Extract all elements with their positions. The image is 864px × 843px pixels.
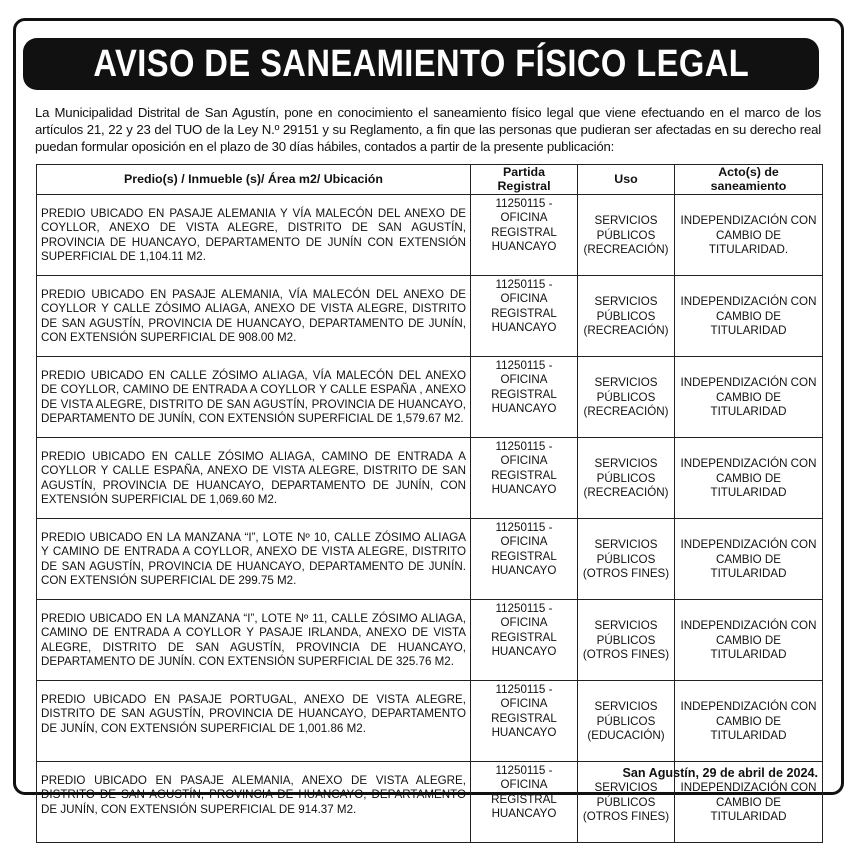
properties-table (36, 164, 823, 843)
cell-partida: 11250115 -OFICINA REGISTRAL HUANCAYO (471, 356, 578, 437)
cell-predio: PREDIO UBICADO EN PASAJE ALEMANIA Y VÍA MALECÓN DEL ANEXO DE COYLLOR, ANEXO DE VISTA ALEGRE, DISTRITO DE SAN AGUSTÍN, PROVINCIA DE HUANCAYO, DEPARTAMENTO DE JUNÍN CON EXTENSIÓN SUPERFICIAL DE 1,104.11 M2. (37, 194, 471, 275)
header-acto: Acto(s) de saneamiento (675, 165, 823, 195)
table-row (37, 275, 823, 356)
cell-predio: PREDIO UBICADO EN PASAJE ALEMANIA, VÍA MALECÓN DEL ANEXO DE COYLLOR Y CALLE ZÓSIMO ALIAGA, ANEXO DE VISTA ALEGRE, DISTRITO DE SAN AGUSTÍN, PROVINCIA DE HUANCAYO, DEPARTAMENTO DE JUNÍN, CON EXTENSIÓN SUPERFICIAL DE 908.00 M2. (37, 275, 471, 356)
header-partida: Partida Registral (471, 165, 578, 195)
intro-paragraph: La Municipalidad Distrital de San Agustín, pone en conocimiento el saneamiento físico legal que viene efectuando en el marco de los artículos 21, 22 y 23 del TUO de la Ley N.º 29151 y su Reglamento, a fin que las personas que pudieran ser afectadas en su derecho real puedan formular oposición en el plazo de 30 días hábiles, contados a partir de la presente publicación: (35, 105, 821, 154)
cell-acto: INDEPENDIZACIÓN CON CAMBIO DE TITULARIDAD (675, 680, 823, 761)
cell-predio: PREDIO UBICADO EN CALLE ZÓSIMO ALIAGA, CAMINO DE ENTRADA A COYLLOR Y CALLE ESPAÑA, ANEXO DE VISTA ALEGRE, DISTRITO DE SAN AGUSTÍN, PROVINCIA DE HUANCAYO, DEPARTAMENTO DE JUNÍN, CON EXTENSIÓN SUPERFICIAL DE 1,069.60 M2. (37, 437, 471, 518)
table-row (37, 437, 823, 518)
cell-partida: 11250115 -OFICINA REGISTRAL HUANCAYO (471, 275, 578, 356)
cell-partida: 11250115 -OFICINA REGISTRAL HUANCAYO (471, 599, 578, 680)
cell-predio: PREDIO UBICADO EN LA MANZANA “I”, LOTE Nº 11, CALLE ZÓSIMO ALIAGA, CAMINO DE ENTRADA A COYLLOR Y PASAJE IRLANDA, ANEXO DE VISTA ALEGRE, DISTRITO DE SAN AGUSTÍN, PROVINCIA DE HUANCAYO, DEPARTAMENTO DE JUNÍN. CON EXTENSIÓN SUPERFICIAL DE 325.76 M2. (37, 599, 471, 680)
notice-title: AVISO DE SANEAMIENTO FÍSICO LEGAL (93, 42, 749, 85)
table-row (37, 194, 823, 275)
cell-partida: 11250115 -OFICINA REGISTRAL HUANCAYO (471, 761, 578, 842)
publication-date: San Agustín, 29 de abril de 2024. (622, 766, 818, 780)
cell-predio: PREDIO UBICADO EN LA MANZANA “I”, LOTE Nº 10, CALLE ZÓSIMO ALIAGA Y CAMINO DE ENTRADA A COYLLOR, ANEXO DE VISTA ALEGRE, DISTRITO DE SAN AGUSTÍN, PROVINCIA DE HUANCAYO, DEPARTAMENTO DE JUNÍN. CON EXTENSIÓN SUPERFICIAL DE 299.75 M2. (37, 518, 471, 599)
table-row (37, 680, 823, 761)
cell-uso: SERVICIOS PÚBLICOS (OTROS FINES) (578, 518, 675, 599)
cell-uso: SERVICIOS PÚBLICOS (RECREACIÓN) (578, 356, 675, 437)
cell-uso: SERVICIOS PÚBLICOS (OTROS FINES) (578, 599, 675, 680)
cell-acto: INDEPENDIZACIÓN CON CAMBIO DE TITULARIDAD (675, 356, 823, 437)
header-uso: Uso (578, 165, 675, 195)
cell-acto: INDEPENDIZACIÓN CON CAMBIO DE TITULARIDAD (675, 761, 823, 842)
table-header-row (37, 165, 823, 195)
cell-acto: INDEPENDIZACIÓN CON CAMBIO DE TITULARIDAD (675, 275, 823, 356)
table-row (37, 518, 823, 599)
cell-uso: SERVICIOS PÚBLICOS (RECREACIÓN) (578, 275, 675, 356)
cell-uso: SERVICIOS PÚBLICOS (RECREACIÓN) (578, 194, 675, 275)
cell-acto: INDEPENDIZACIÓN CON CAMBIO DE TITULARIDAD (675, 518, 823, 599)
cell-predio: PREDIO UBICADO EN PASAJE PORTUGAL, ANEXO DE VISTA ALEGRE, DISTRITO DE SAN AGUSTÍN, PROVINCIA DE HUANCAYO, DEPARTAMENTO DE JUNÍN, CON EXTENSIÓN SUPERFICIAL DE 1,001.86 M2. (37, 680, 471, 761)
title-banner (23, 38, 819, 90)
cell-acto: INDEPENDIZACIÓN CON CAMBIO DE TITULARIDAD. (675, 194, 823, 275)
table-row (37, 599, 823, 680)
cell-uso: SERVICIOS PÚBLICOS (EDUCACIÓN) (578, 680, 675, 761)
cell-predio: PREDIO UBICADO EN PASAJE ALEMANIA, ANEXO DE VISTA ALEGRE, DISTRITO DE SAN AGUSTÍN, PROVINCIA DE HUANCAYO, DEPARTAMENTO DE JUNÍN, CON EXTENSIÓN SUPERFICIAL DE 914.37 M2. (37, 761, 471, 842)
header-predio: Predio(s) / Inmueble (s)/ Área m2/ Ubicación (37, 165, 471, 195)
table-row (37, 356, 823, 437)
cell-uso: SERVICIOS PÚBLICOS (OTROS FINES) (578, 761, 675, 842)
cell-partida: 11250115 -OFICINA REGISTRAL HUANCAYO (471, 518, 578, 599)
cell-partida: 11250115 -OFICINA REGISTRAL HUANCAYO (471, 194, 578, 275)
cell-acto: INDEPENDIZACIÓN CON CAMBIO DE TITULARIDAD (675, 437, 823, 518)
cell-acto: INDEPENDIZACIÓN CON CAMBIO DE TITULARIDAD (675, 599, 823, 680)
cell-predio: PREDIO UBICADO EN CALLE ZÓSIMO ALIAGA, VÍA MALECÓN DEL ANEXO DE COYLLOR, CAMINO DE ENTRADA A COYLLOR Y CALLE ESPAÑA , ANEXO DE VISTA ALEGRE, DISTRITO DE SAN AGUSTÍN, PROVINCIA DE HUANCAYO, DEPARTAMENTO DE JUNÍN, CON EXTENSIÓN SUPERFICIAL DE 1,579.67 M2. (37, 356, 471, 437)
cell-partida: 11250115 -OFICINA REGISTRAL HUANCAYO (471, 680, 578, 761)
cell-uso: SERVICIOS PÚBLICOS (RECREACIÓN) (578, 437, 675, 518)
cell-partida: 11250115 -OFICINA REGISTRAL HUANCAYO (471, 437, 578, 518)
